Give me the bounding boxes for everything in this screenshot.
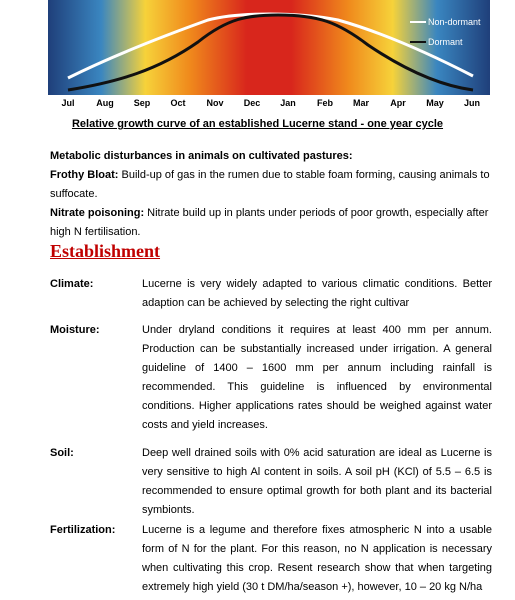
item-text: Lucerne is very widely adapted to various climatic conditions. Better adaption can be achieved by selecting the right cultivar xyxy=(142,278,492,309)
month-label: Nov xyxy=(206,98,224,108)
item-text: Under dryland conditions it requires at least 400 mm per annum. Production can be substantially increased under irrigation. A general guideline of 1400 – 1600 mm per annum including rainfall is recommended. This guideline is influenced by environmental conditions. Higher applications rates should be weighed against water costs and yield increases. xyxy=(142,324,492,431)
month-label: Apr xyxy=(390,98,406,108)
frothy-bloat-label: Frothy Bloat: xyxy=(50,169,119,181)
item-label: Fertilization: xyxy=(50,524,116,536)
item-label: Moisture: xyxy=(50,324,100,336)
month-label: May xyxy=(426,98,444,108)
item-label: Climate: xyxy=(50,278,94,290)
month-label: Jul xyxy=(61,98,75,108)
legend-non-dormant-label: Non-dormant xyxy=(428,17,481,27)
item-label: Soil: xyxy=(50,447,74,459)
month-label: Dec xyxy=(243,98,261,108)
month-label: Sep xyxy=(133,98,151,108)
nitrate-poisoning-paragraph xyxy=(50,204,495,242)
legend-dormant-label: Dormant xyxy=(428,37,463,47)
month-label: Mar xyxy=(352,98,370,108)
establishment-title: Establishment xyxy=(50,241,161,261)
frothy-bloat-text: Build-up of gas in the rumen due to stable foam forming, causing animals to suffocate. xyxy=(50,169,490,200)
item-text: Lucerne is a legume and therefore fixes atmospheric N into a usable form of N for the plant. For this reason, no N application is necessary when cultivating this crop. Resent research show that when targeting extremely high yield (30 t DM/ha/season +), however, 10 – 20 kg N/ha xyxy=(142,524,492,593)
month-label: Aug xyxy=(96,98,114,108)
month-label: Jan xyxy=(280,98,296,108)
month-label: Feb xyxy=(316,98,334,108)
nitrate-poisoning-label: Nitrate poisoning: xyxy=(50,207,145,219)
growth-curve-figure xyxy=(48,0,490,95)
metabolic-heading: Metabolic disturbances in animals on cultivated pastures: xyxy=(50,150,353,162)
frothy-bloat-paragraph xyxy=(50,166,495,204)
nitrate-poisoning-text: Nitrate build up in plants under periods of poor growth, especially after high N fertilisation. xyxy=(50,207,489,238)
item-text: Deep well drained soils with 0% acid saturation are ideal as Lucerne is very sensitive to high Al content in soils. A soil pH (KCl) of 5.5 – 6.5 is recommended to ensure optimal growth for both plant and its bacterial symbionts. xyxy=(142,447,492,516)
growth-curve-chart xyxy=(48,0,490,95)
figure-caption: Relative growth curve of an established Lucerne stand - one year cycle xyxy=(71,118,444,130)
month-label: Oct xyxy=(170,98,186,108)
month-axis xyxy=(48,98,490,112)
month-label: Jun xyxy=(463,98,481,108)
